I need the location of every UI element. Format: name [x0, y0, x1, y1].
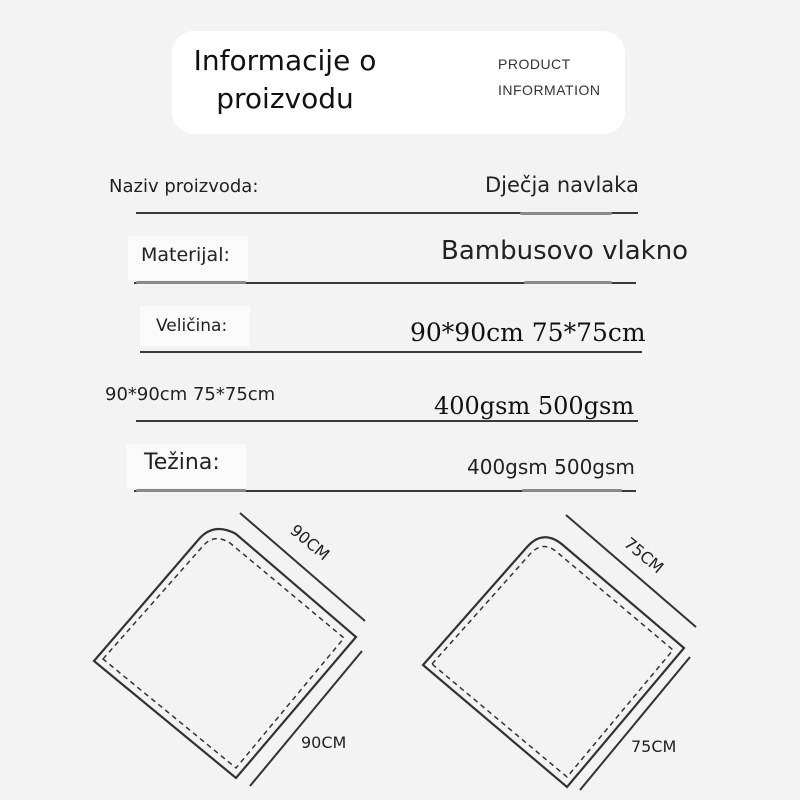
row-label-size-alt: 90*90cm 75*75cm	[105, 384, 276, 405]
row-label-weight: Težina:	[144, 450, 220, 475]
header-subtitle-line2: INFORMATION	[498, 82, 601, 98]
dimension-label-bottom: 75CM	[631, 737, 677, 756]
dimension-label-bottom: 90CM	[301, 733, 347, 752]
header-title-line2: proizvodu	[216, 82, 354, 115]
row-label-material: Materijal:	[141, 244, 230, 266]
row-value-weight: 400gsm 500gsm	[467, 455, 635, 479]
dimension-line-bottom	[250, 651, 362, 786]
header-subtitle-line1: PRODUCT	[498, 56, 571, 72]
dimension-label-top: 75CM	[620, 533, 668, 578]
dimension-label-top: 90CM	[286, 520, 334, 565]
dimension-line-top	[566, 515, 696, 627]
blanket-diagram-75	[423, 515, 696, 790]
row-label-name: Naziv proizvoda:	[109, 176, 259, 197]
row-label-size: Veličina:	[156, 316, 228, 336]
header-title-line1: Informacije o	[193, 44, 377, 77]
row-value-name: Dječja navlaka	[485, 173, 639, 197]
row-value-gsm: 400gsm 500gsm	[434, 392, 635, 420]
row-value-material: Bambusovo vlakno	[441, 236, 689, 266]
row-value-size: 90*90cm 75*75cm	[410, 318, 646, 347]
dimension-line-bottom	[580, 657, 690, 790]
blanket-diagram-90	[94, 513, 365, 786]
